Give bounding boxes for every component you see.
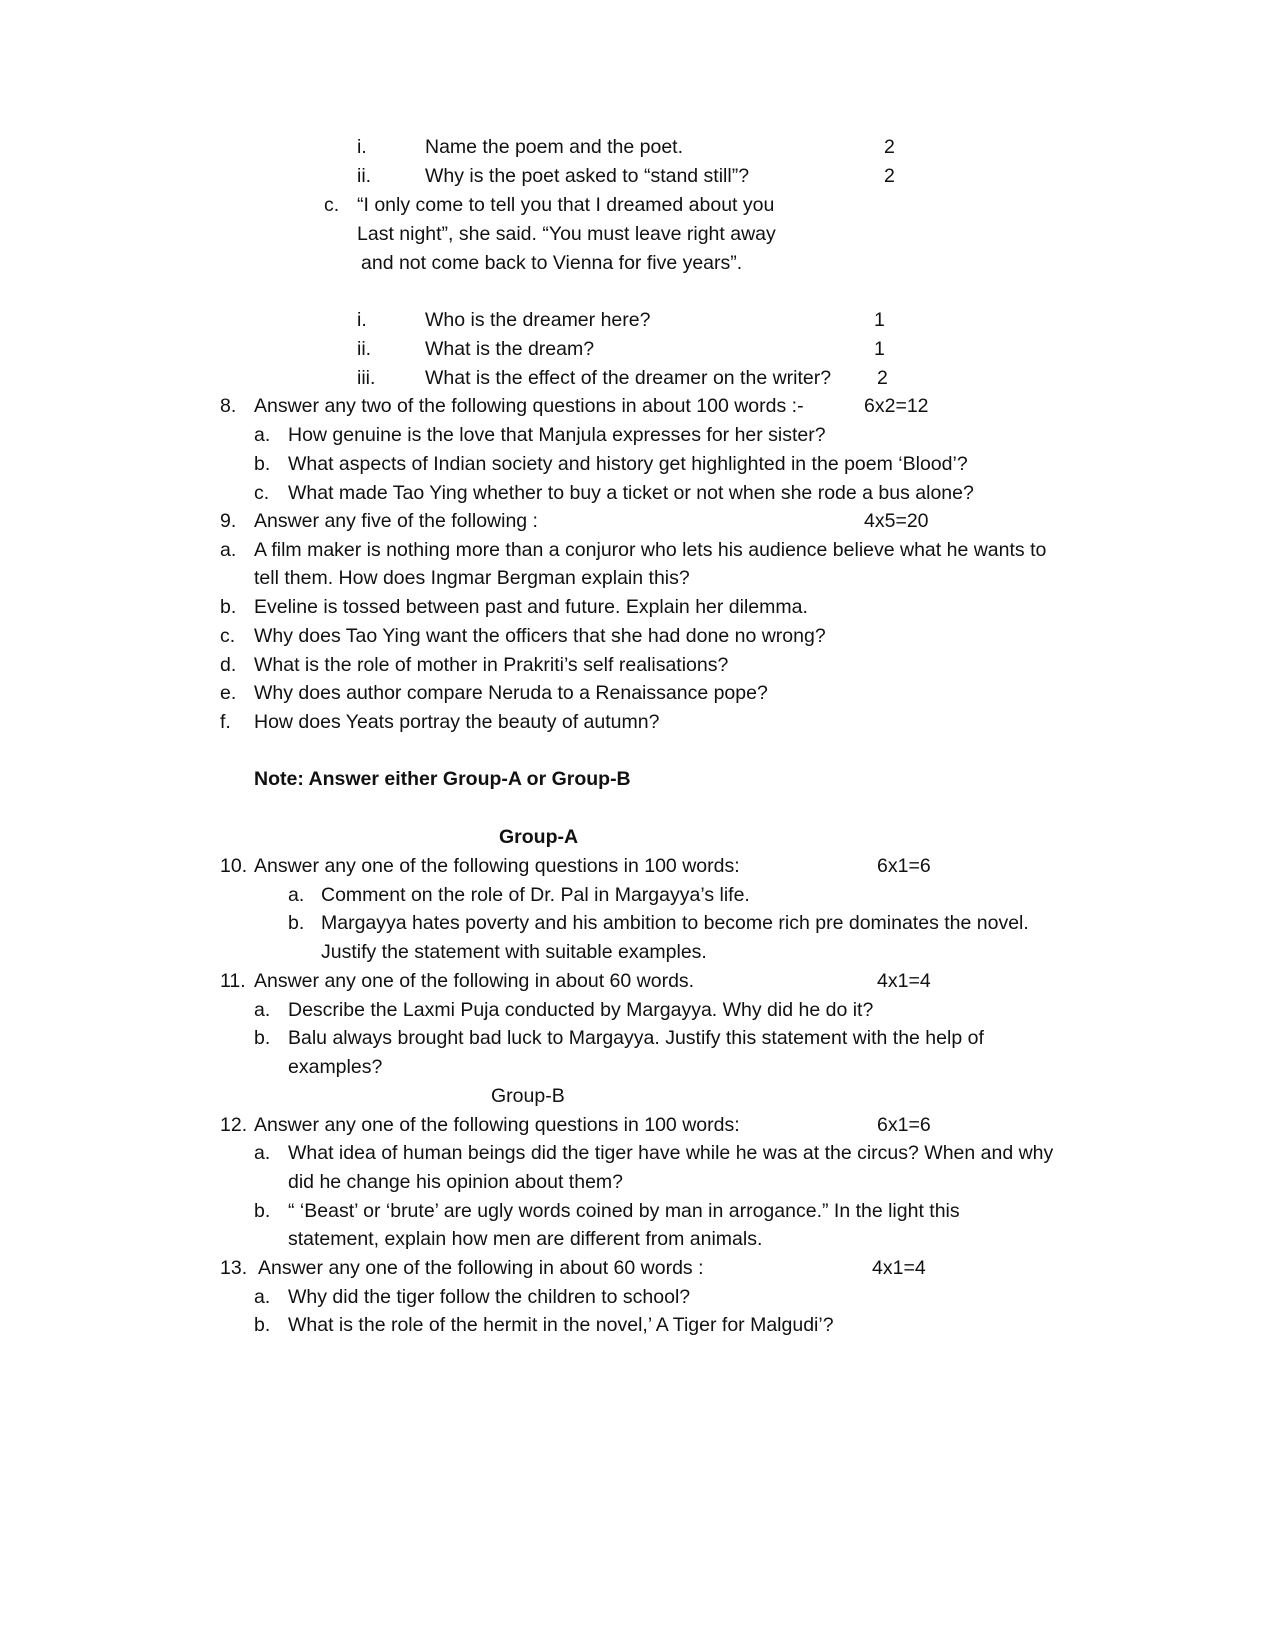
item-text: Why does author compare Neruda to a Renaissance pope? xyxy=(254,682,768,704)
item-text: Eveline is tossed between past and future. Explain her dilemma. xyxy=(254,596,808,618)
subq-text: Who is the dreamer here? xyxy=(425,309,651,331)
question-text: Answer any one of the following in about 60 words : xyxy=(258,1257,704,1279)
question-marks: 4x1=4 xyxy=(877,970,931,992)
question-marks: 6x2=12 xyxy=(864,395,929,417)
item-letter: b. xyxy=(254,1200,271,1222)
question-text: Answer any one of the following questions in 100 words: xyxy=(254,1114,740,1136)
item-letter: c. xyxy=(254,482,270,504)
question-number: 8. xyxy=(220,395,237,417)
subq-marks: 1 xyxy=(874,338,885,360)
item-text: statement, explain how men are different from animals. xyxy=(288,1228,763,1250)
subq-text: Why is the poet asked to “stand still”? xyxy=(425,165,750,187)
subq-number: iii. xyxy=(357,367,376,389)
item-text: What made Tao Ying whether to buy a ticket or not when she rode a bus alone? xyxy=(288,482,974,504)
item-text: How genuine is the love that Manjula expresses for her sister? xyxy=(288,424,826,446)
item-letter: b. xyxy=(254,453,271,475)
quote-line: Last night”, she said. “You must leave right away xyxy=(357,223,776,245)
subq-marks: 2 xyxy=(877,367,888,389)
question-text: Answer any one of the following in about 60 words. xyxy=(254,970,695,992)
subq-number: ii. xyxy=(357,338,372,360)
question-number: 12. xyxy=(220,1114,248,1136)
item-letter: a. xyxy=(254,1142,271,1164)
question-text: Answer any one of the following questions in 100 words: xyxy=(254,855,740,877)
item-letter: b. xyxy=(254,1314,271,1336)
item-text: What aspects of Indian society and history get highlighted in the poem ‘Blood’? xyxy=(288,453,968,475)
subq-marks: 2 xyxy=(884,165,895,187)
item-text: Justify the statement with suitable examples. xyxy=(321,941,707,963)
item-text: “ ‘Beast’ or ‘brute’ are ugly words coined by man in arrogance.” In the light this xyxy=(288,1200,960,1222)
item-letter: d. xyxy=(220,654,237,676)
quote-line: and not come back to Vienna for five years”. xyxy=(361,252,743,274)
item-text: Margayya hates poverty and his ambition to become rich pre dominates the novel. xyxy=(321,912,1029,934)
subq-text: What is the dream? xyxy=(425,338,595,360)
question-text: Answer any two of the following questions in about 100 words :- xyxy=(254,395,804,417)
item-text: What is the role of mother in Prakriti’s self realisations? xyxy=(254,654,729,676)
question-marks: 4x5=20 xyxy=(864,510,929,532)
item-letter: e. xyxy=(220,682,237,704)
subq-number: i. xyxy=(357,136,367,158)
note-text: Note: Answer either Group-A or Group-B xyxy=(254,768,631,790)
subq-number: ii. xyxy=(357,165,372,187)
item-text: A film maker is nothing more than a conjuror who lets his audience believe what he wants to xyxy=(254,539,1047,561)
item-text: What idea of human beings did the tiger have while he was at the circus? When and why xyxy=(288,1142,1054,1164)
item-letter: f. xyxy=(220,711,231,733)
item-letter: a. xyxy=(254,1286,271,1308)
question-marks: 6x1=6 xyxy=(877,855,931,877)
item-letter: b. xyxy=(288,912,305,934)
item-letter: a. xyxy=(220,539,237,561)
question-number: 10. xyxy=(220,855,248,877)
item-text: Balu always brought bad luck to Margayya. Justify this statement with the help of xyxy=(288,1027,984,1049)
item-letter: a. xyxy=(254,999,271,1021)
question-number: 13. xyxy=(220,1257,248,1279)
item-letter: b. xyxy=(254,1027,271,1049)
item-text: Describe the Laxmi Puja conducted by Margayya. Why did he do it? xyxy=(288,999,874,1021)
subq-marks: 2 xyxy=(884,136,895,158)
item-letter: c. xyxy=(324,194,340,216)
item-text: tell them. How does Ingmar Bergman explain this? xyxy=(254,567,690,589)
item-text: Why did the tiger follow the children to school? xyxy=(288,1286,691,1308)
question-marks: 6x1=6 xyxy=(877,1114,931,1136)
item-text: What is the role of the hermit in the novel,’ A Tiger for Malgudi’? xyxy=(288,1314,834,1336)
item-letter: a. xyxy=(288,884,305,906)
question-number: 9. xyxy=(220,510,237,532)
subq-text: What is the effect of the dreamer on the writer? xyxy=(425,367,832,389)
item-text: Comment on the role of Dr. Pal in Margayya’s life. xyxy=(321,884,750,906)
item-text: How does Yeats portray the beauty of autumn? xyxy=(254,711,660,733)
subq-marks: 1 xyxy=(874,309,885,331)
item-letter: a. xyxy=(254,424,271,446)
item-text: did he change his opinion about them? xyxy=(288,1171,624,1193)
item-letter: b. xyxy=(220,596,237,618)
question-number: 11. xyxy=(220,970,246,992)
question-marks: 4x1=4 xyxy=(872,1257,926,1279)
item-text: Why does Tao Ying want the officers that she had done no wrong? xyxy=(254,625,826,647)
quote-line: “I only come to tell you that I dreamed about you xyxy=(357,194,775,216)
group-a-heading: Group-A xyxy=(499,826,579,848)
subq-number: i. xyxy=(357,309,367,331)
group-b-heading: Group-B xyxy=(491,1085,565,1107)
item-letter: c. xyxy=(220,625,236,647)
item-text: examples? xyxy=(288,1056,383,1078)
question-text: Answer any five of the following : xyxy=(254,510,538,532)
subq-text: Name the poem and the poet. xyxy=(425,136,684,158)
